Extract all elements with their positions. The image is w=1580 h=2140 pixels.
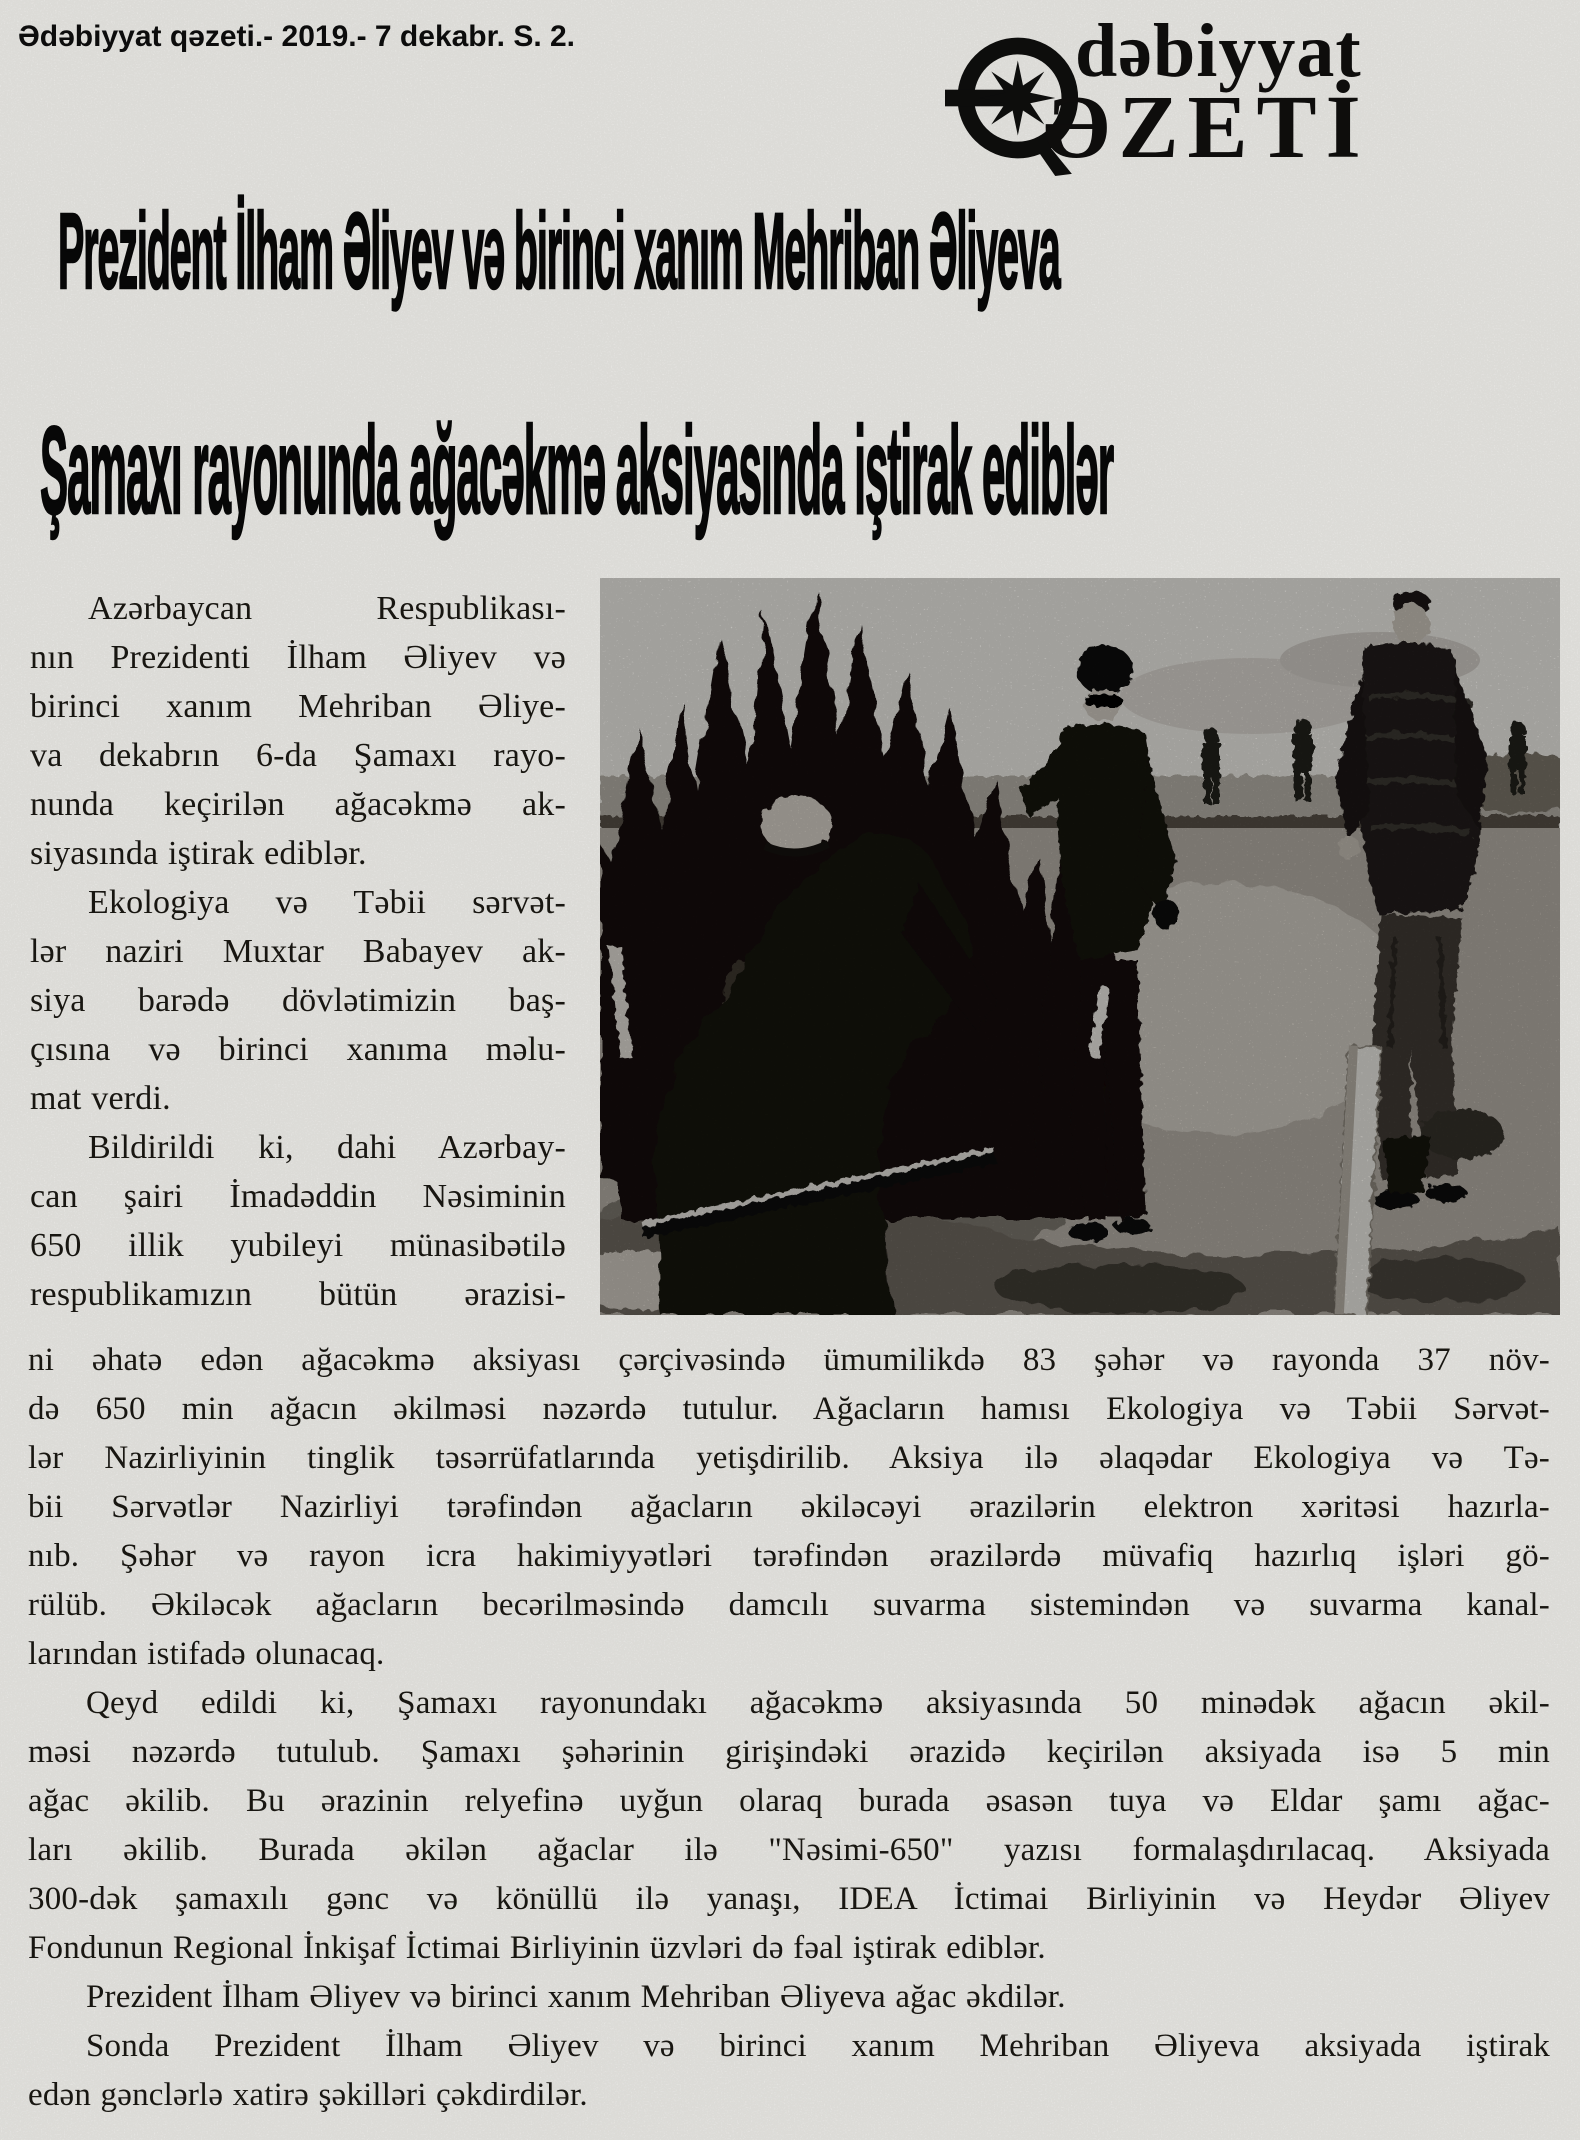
article-line: edən gənclərlə xatirə şəkilləri çəkdirdilər. (28, 2077, 588, 2113)
article-line: ları əkilib. Burada əkilən ağaclar ilə "Nəsimi-650" yazısı formalaşdırılacaq. Aksiyada (28, 1832, 1550, 1868)
masthead-word-bottom: ƏZETİ (1043, 78, 1370, 177)
article-line: məsi nəzərdə tutulub. Şamaxı şəhərinin girişindəki ərazidə keçirilən aksiyada isə 5 min (28, 1734, 1550, 1770)
article-line: lər naziri Muxtar Babayev ak- (30, 933, 566, 970)
headline-line-2: Şamaxı rayonunda ağacəkmə aksiyasında iştirak ediblər (40, 402, 1114, 540)
article-line: va dekabrın 6-da Şamaxı rayo- (30, 737, 566, 774)
article-line: lər Nazirliyinin tinglik təsərrüfatlarında yetişdirilib. Aksiya ilə əlaqədar Ekologiya və Tə- (28, 1440, 1550, 1476)
article-line: ni əhatə edən ağacəkmə aksiyası çərçivəsində ümumilikdə 83 şəhər və rayonda 37 növ- (28, 1342, 1550, 1378)
masthead-word-top: dəbiyyat (1075, 9, 1362, 93)
article-line: Qeyd edildi ki, Şamaxı rayonundakı ağacəkmə aksiyasında 50 minədək ağacın əkil- (86, 1685, 1550, 1721)
article-line: respublikamızın bütün ərazisi- (30, 1276, 566, 1313)
article-line: 300-dək şamaxılı gənc və könüllü ilə yanaşı, IDEA İctimai Birliyinin və Heydər Əliyev (28, 1881, 1550, 1917)
article-line: Prezident İlham Əliyev və birinci xanım Mehriban Əliyeva ağac əkdilər. (86, 1979, 1066, 2015)
article-line: birinci xanım Mehriban Əliye- (30, 688, 566, 725)
article-line: ağac əkilib. Bu ərazinin relyefinə uyğun olaraq burada əsasən tuya və Eldar şamı ağac- (28, 1783, 1550, 1819)
article-line: bii Sərvətlər Nazirliyi tərəfindən ağacların əkiləcəyi ərazilərin elektron xəritəsi hazırla- (28, 1489, 1550, 1525)
article-line: Sonda Prezident İlham Əliyev və birinci xanım Mehriban Əliyeva aksiyada iştirak (86, 2028, 1550, 2064)
citation: Ədəbiyyat qəzeti.- 2019.- 7 dekabr. S. 2. (18, 20, 576, 53)
article-line: nıb. Şəhər və rayon icra hakimiyyətləri tərəfindən ərazilərdə müvafiq hazırlıq işləri gö- (28, 1538, 1550, 1574)
article-line: 650 illik yubileyi münasibətilə (30, 1227, 566, 1264)
article-line: larından istifadə olunacaq. (28, 1636, 385, 1672)
headline-line-1: Prezident İlham Əliyev və birinci xanım Mehriban Əliyeva (58, 190, 1060, 311)
article-line: can şairi İmadəddin Nəsiminin (30, 1178, 566, 1215)
masthead (945, 4, 1570, 184)
article-line: nunda keçirilən ağacəkmə ak- (30, 786, 566, 823)
article-line: də 650 min ağacın əkilməsi nəzərdə tutulur. Ağacların hamısı Ekologiya və Təbii Sərvət- (28, 1391, 1550, 1427)
article-line: Azərbaycan Respublikası- (88, 590, 566, 627)
article-left-column (30, 584, 566, 1319)
article-line: Ekologiya və Təbii sərvət- (88, 884, 566, 921)
article-line: çısına və birinci xanıma məlu- (30, 1031, 566, 1068)
article-line: mat verdi. (30, 1080, 171, 1117)
article-line: siya barədə dövlətimizin baş- (30, 982, 566, 1019)
photo-grain (600, 578, 1560, 1315)
article-line: nın Prezidenti İlham Əliyev və (30, 639, 566, 676)
article-line: Fondunun Regional İnkişaf İctimai Birliyinin üzvləri də fəal iştirak ediblər. (28, 1930, 1046, 1966)
article-line: Bildirildi ki, dahi Azərbay- (88, 1129, 566, 1166)
article-body (28, 1336, 1550, 2120)
article-photo (600, 578, 1560, 1315)
article-line: rülüb. Əkiləcək ağacların becərilməsində damcılı suvarma sistemindən və suvarma kanal- (28, 1587, 1550, 1623)
article-line: siyasında iştirak ediblər. (30, 835, 367, 872)
